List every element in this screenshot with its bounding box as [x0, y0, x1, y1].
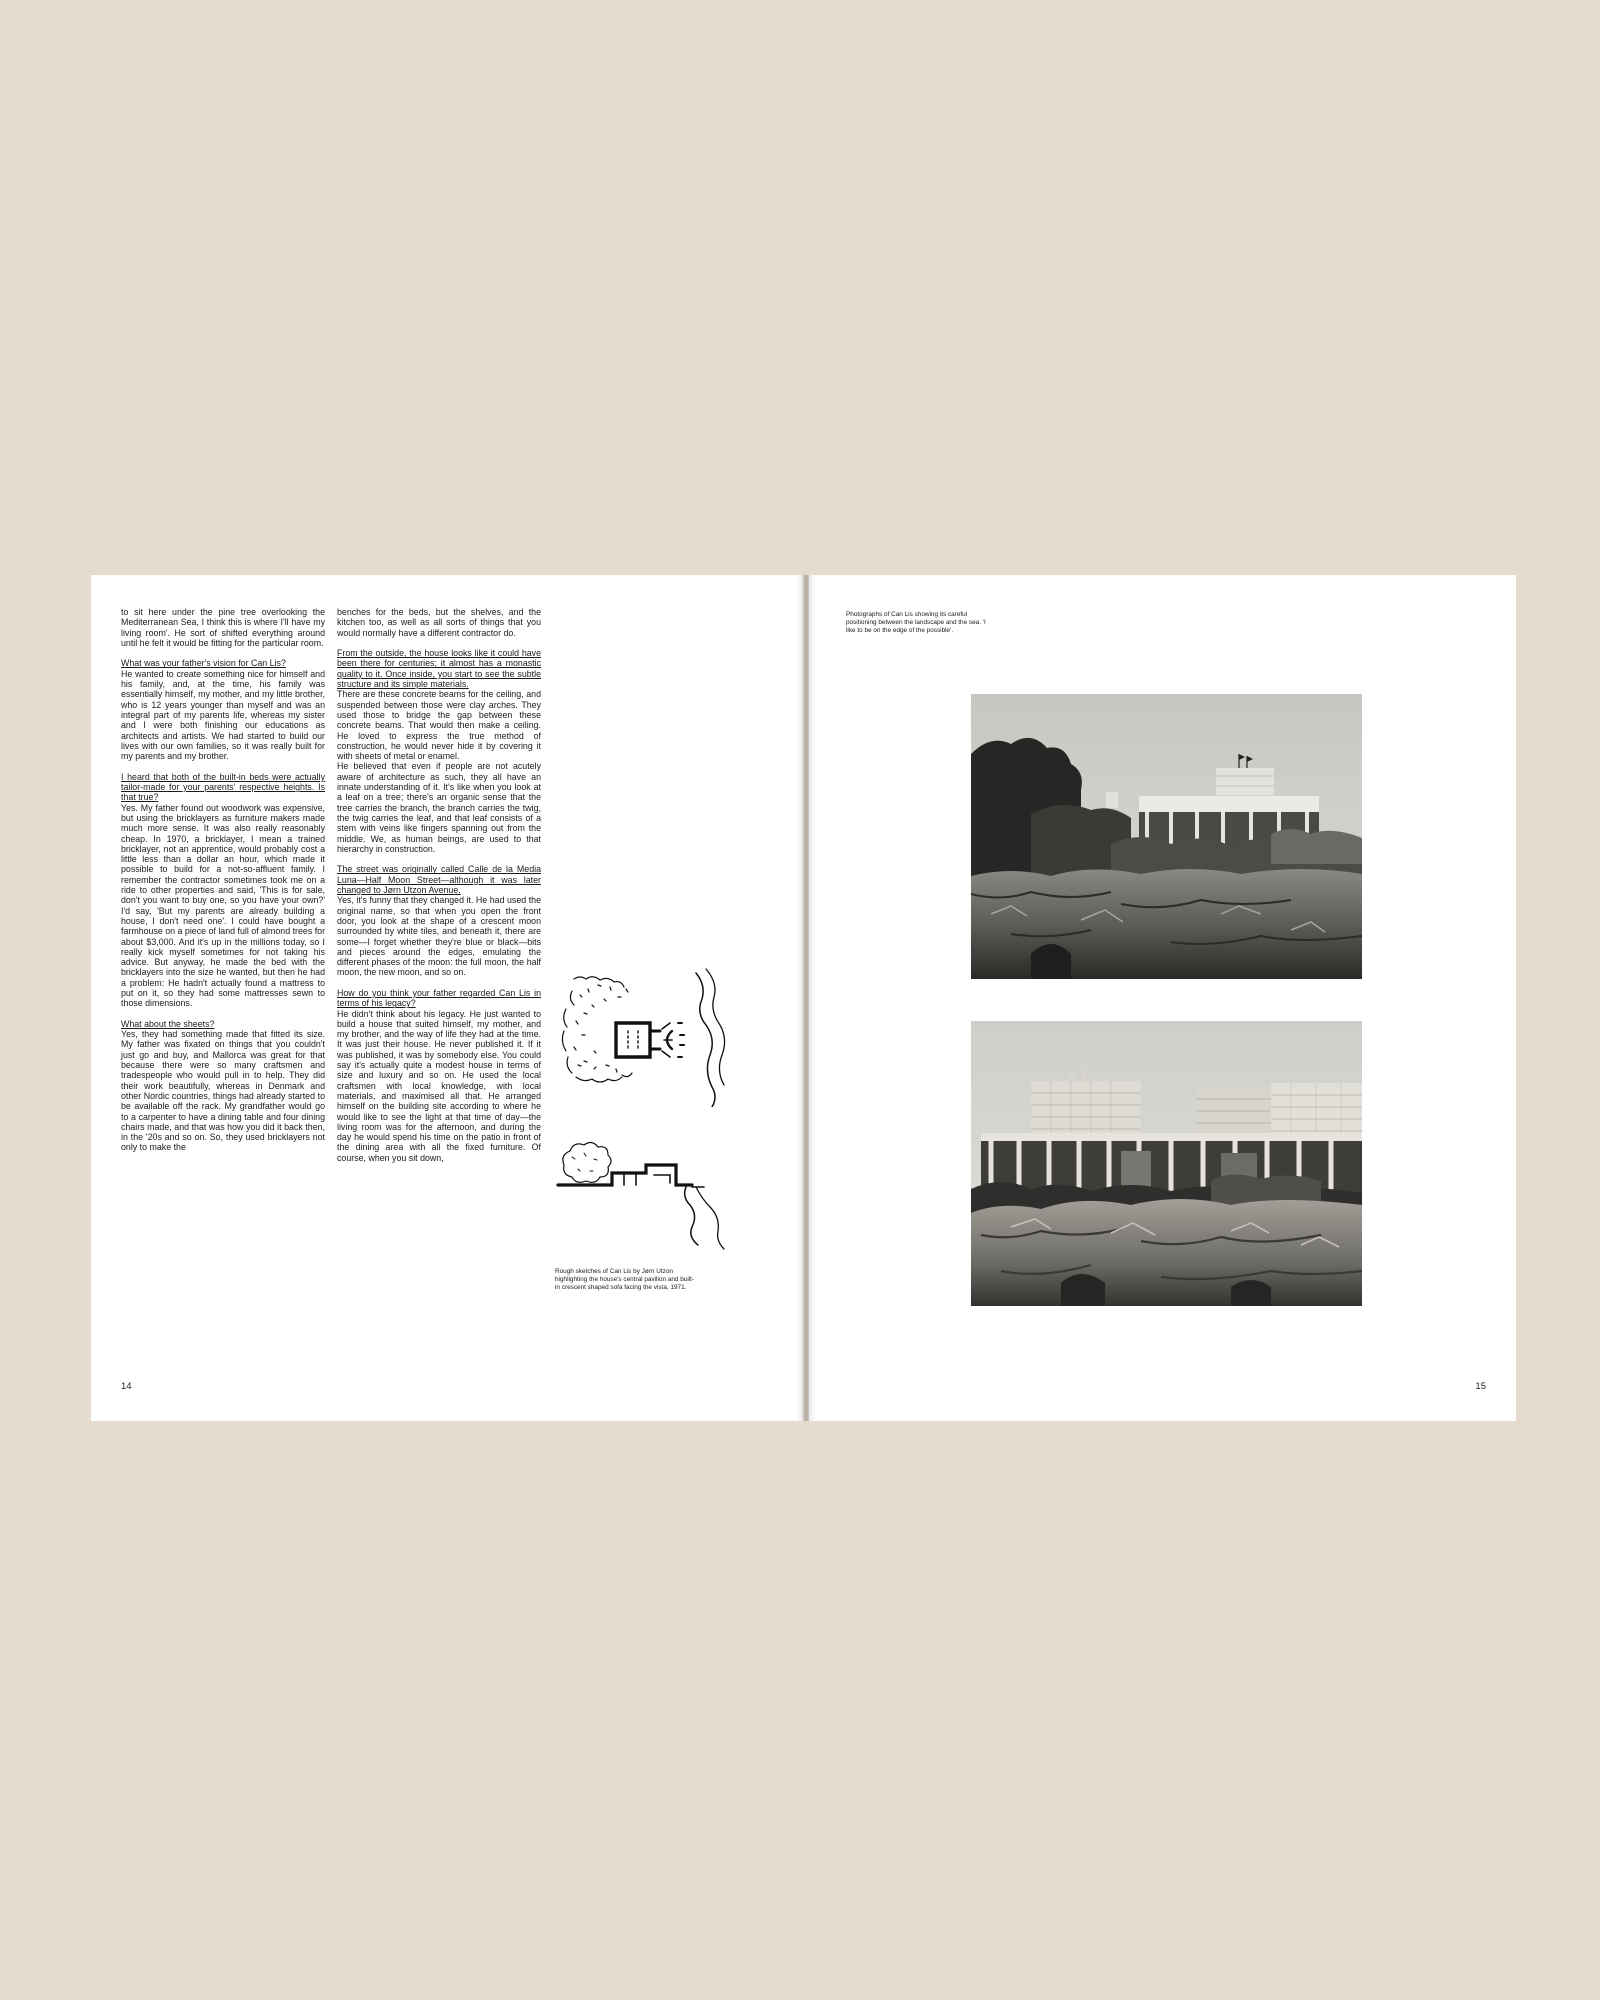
- photo-can-lis-colonnade: [971, 1021, 1362, 1306]
- text-column-1: [121, 607, 325, 1153]
- plan-sketch: [554, 965, 754, 1107]
- right-page: [809, 575, 1516, 1421]
- interview-question: What about the sheets?: [121, 1018, 215, 1029]
- answer-paragraph: Yes. My father found out woodwork was expensive, but using the bricklayers as furniture makers made much more sense. It was also really reasonably cheap. In 1970, a bricklayer, I mean a trained bricklayer, not an apprentice, would probably cost a little less than a dollar an hour, which made it possible to build for a not-so-affluent family. I remember the contractor sometimes took me on a ride to other properties and said, 'This is for sale, don't you want to buy one, so you have your own?' I'd say, 'But my parents are already building a house, I don't need one'. I could have bought a farmhouse on a piece of land full of almond trees for about $3,000. And it's up in the millions today, so I really kick myself sometimes for not taking his advice. But anyway, he made the bed with the bricklayers into the size he wanted, but then he had a problem: He hadn't actually found a mattress to put on it, so they had some mattresses sewn to those dimensions.: [121, 802, 326, 1009]
- interview-question: What was your father's vision for Can Lis?: [121, 658, 286, 669]
- text-column-2: [337, 607, 541, 1163]
- photo-can-lis-clifftop: [971, 694, 1362, 979]
- interview-question: How do you think your father regarded Can Lis in terms of his legacy?: [337, 987, 541, 1009]
- answer-paragraph: Yes, they had something made that fitted its size. My father was fixated on things that you couldn't just go and buy, and Mallorca was great for that because there were so many craftsmen and tradespeople who would pull in to help. They did their work beautifully, whereas in Denmark and other Nordic countries, things had already started to be available off the rack. My grandfather would go to a carpenter to have a dining table and four dining chairs made, and that was how you did it back then, in the '20s and so on. So, they used bricklayers not only to make the: [121, 1029, 325, 1153]
- photo-caption: Photographs of Can Lis showing its careful positioning between the landscape and the sea. 'I like to be on the edge of the possible'.: [846, 611, 986, 634]
- answer-paragraph: to sit here under the pine tree overlooking the Mediterranean Sea, I think this is where I'll have my living room'. He sort of shifted everything around until he felt it would be fitting for the particular room.: [121, 607, 325, 648]
- left-page: [91, 575, 803, 1421]
- interview-question: I heard that both of the built-in beds were actually tailor-made for your parents' respective heights. Is that true?: [121, 771, 325, 803]
- answer-paragraph: He wanted to create something nice for himself and his family, and, at the time, his family was essentially himself, my mother, and my little brother, who is 12 years younger than myself and was an integral part of my parents life, whereas my sister and I were both finishing our educations as architects and artists. We had started to build our lives with our own families, so it was really built for my parents and my brother.: [121, 668, 325, 762]
- page-number: 14: [121, 1381, 132, 1392]
- answer-paragraph: benches for the beds, but the shelves, and the kitchen too, as well as all sorts of things that you would normally have a different contractor do.: [337, 607, 541, 638]
- interview-question: From the outside, the house looks like it could have been there for centuries; it almost has a monastic quality to it. Once inside, you start to see the subtle structure and its simple materials.: [337, 648, 541, 690]
- page-number: 15: [1475, 1381, 1486, 1392]
- answer-paragraph: He didn't think about his legacy. He just wanted to build a house that suited himself, my mother, and my brother, and the way of life they had at the time. It was just their house. He never published it. If it was published, it was by somebody else. You could say it's actually quite a modest house in terms of size and luxury and so on. He used the local craftsmen with local knowledge, with local materials, and maximised all that. He arranged himself on the building site according to where he would like to see the light at that time of day—the living room was for the afternoon, and during the day he would spend his time on the patio in front of the dining area with all the fixed furniture. Of course, when you sit down,: [337, 1008, 541, 1163]
- interview-question: The street was originally called Calle de la Media Luna—Half Moon Street—although it was later changed to Jørn Utzon Avenue.: [337, 864, 541, 896]
- answer-paragraph: There are these concrete beams for the ceiling, and suspended between those were clay arches. They used those to bridge the gap between these concrete beams. That would then make a ceiling. He loved to express the true method of construction, he would never hide it by covering it with sheets of metal or enamel.: [337, 689, 541, 762]
- sketch-caption: Rough sketches of Can Lis by Jørn Utzon highlighting the house's central pavilion and built-in crescent shaped sofa facing the vista, 1971.: [555, 1268, 695, 1291]
- answer-paragraph: He believed that even if people are not acutely aware of architecture as such, they all have an innate understanding of it. It's like when you look at a leaf on a tree; there's an organic sense that the tree carries the branch, the branch carries the twig, the twig carries the leaf, and that leaf consists of a stem with veins like fingers spanning out from the middle. We, as human beings, are used to that hierarchy in construction.: [337, 761, 541, 854]
- section-sketch: [554, 1125, 754, 1253]
- answer-paragraph: Yes, it's funny that they changed it. He had used the original name, so that when you open the front door, you look at the shape of a crescent moon surrounded by white tiles, and beneath it, there are some—I forget whether they're blue or black—bits and pieces around the edges, emulating the different phases of the moon: the full moon, the half moon, the new moon, and so on.: [337, 895, 541, 978]
